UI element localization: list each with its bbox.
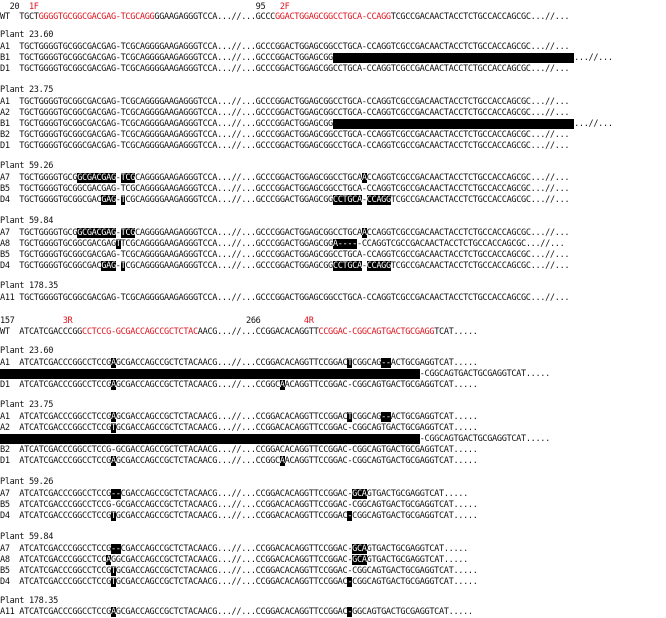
- sequence-row: [0, 327, 478, 338]
- sequence-row: [0, 250, 569, 261]
- sequence-text: ACAGGTTCCGGAC-CGGCAGTGACTGCGAGGTCAT.....: [284, 380, 478, 390]
- sequence-text: CGCAGGGGAAGAGGGTCCA...//...GCCCGGACTGGAGCGG: [125, 261, 333, 271]
- sequence-text: A1 ATCATCGACCCGGCCTCCG: [0, 358, 111, 368]
- highlighted-mutation: GCA: [352, 489, 367, 499]
- plant-heading: [0, 216, 53, 227]
- sequence-text: ACTGCGAGGTCAT.....: [390, 358, 478, 368]
- sequence-text: -CGGCAGTGACTGCGAGGTCAT.....: [419, 369, 550, 379]
- highlighted-mutation: T: [110, 577, 116, 587]
- sequence-text: CGACCAGCCGCTCTACAACG...//...CCGGACACAGGTTCCGGAC-: [120, 489, 353, 499]
- highlighted-mutation: GCA: [352, 544, 367, 554]
- sequence-row: [0, 261, 569, 272]
- plant-heading: [0, 400, 53, 411]
- highlighted-mutation: TCG: [120, 228, 136, 238]
- sequence-text: D1 TGCTGGGGTGCGGCGACGAG-TCGCAGGGGAAGAGGGTCCA...//...GCCCGGACTGGAGCGGCCTGCA-CCAGGTCGCCGACAACTACCTCTGCCACCAGCGC...//...: [0, 64, 570, 74]
- sequence-text: ...//...: [574, 53, 613, 63]
- highlighted-mutation: A: [106, 555, 111, 565]
- sequence-text: -: [361, 195, 367, 205]
- sequence-row: [0, 108, 569, 119]
- highlighted-mutation: [333, 53, 574, 63]
- sequence-text: TCGCCGACAACTACCTCTGCCACCAGCGC...//...: [390, 12, 570, 22]
- sequence-row: [0, 64, 569, 75]
- sequence-text: GCGACCAGCCGCTCTACAACG...//...CCGGACACAGGTTCCGGAC: [115, 577, 348, 587]
- sequence-text: A8 ATCATCGACCCGGCCTCC: [0, 555, 107, 565]
- sequence-text: A7 TGCTGGGGTGCG: [0, 173, 78, 183]
- sequence-row: [0, 456, 478, 467]
- primer-sequence: GGACTGGAGCGGCCTGCA-CCAGG: [274, 12, 391, 22]
- sequence-row: [0, 195, 569, 206]
- sequence-text: Plant 178.35: [0, 596, 58, 606]
- sequence-text: GCGACCAGCCGCTCTACAACG...//...CCGGC: [115, 456, 280, 466]
- highlighted-mutation: --: [381, 412, 391, 422]
- sequence-text: CGGCAG: [352, 412, 382, 422]
- highlighted-mutation: --: [381, 358, 391, 368]
- sequence-text: AACG...//...CCGGACACAGGTT: [197, 327, 319, 337]
- highlighted-mutation: T: [347, 358, 353, 368]
- highlighted-mutation: A----: [332, 239, 357, 249]
- plant-heading: [0, 30, 53, 41]
- sequence-text: CGGCAG: [352, 358, 382, 368]
- sequence-text: D4 TGCTGGGGTGCGGCGAC: [0, 195, 102, 205]
- highlighted-mutation: --: [110, 489, 121, 499]
- sequence-row: [0, 119, 613, 130]
- sequence-text: WT TGCT: [0, 12, 39, 22]
- sequence-text: D1 TGCTGGGGTGCGGCGACGAG-TCGCAGGGGAAGAGGGTCCA...//...GCCCGGACTGGAGCGGCCTGCA-CCAGGTCGCCGACAACTACCTCTGCCACCAGCGC...//...: [0, 141, 570, 151]
- highlighted-mutation: [0, 369, 420, 379]
- sequence-text: GCGACCAGCCGCTCTACAACG...//...CCGGACACAGGTTCCGGAC-CGGCAGTGACTGCGAGGTCAT.....: [115, 423, 478, 433]
- sequence-row: [0, 412, 478, 423]
- sequence-text: Plant 23.75: [0, 85, 54, 95]
- sequence-text: -CCAGGTCGCCGACAACTACCTCTGCCACCAGCGC...//...: [357, 239, 565, 249]
- highlighted-mutation: -: [347, 607, 353, 617]
- highlighted-mutation: T: [120, 261, 126, 271]
- sequence-text: ACAGGTTCCGGAC-CGGCAGTGACTGCGAGGTCAT.....: [284, 456, 478, 466]
- primer-sequence: 4R: [303, 316, 314, 326]
- sequence-text: TCGCAGGGGAAGAGGGTCCA...//...GCCCGGACTGGAGCGG: [120, 239, 333, 249]
- sequence-text: GGAAGAGGGTCCA...//...GCCC: [154, 12, 275, 22]
- sequence-text: GCGACCAGCCGCTCTACAACG...//...CCGGC: [115, 380, 280, 390]
- sequence-text: B5 TGCTGGGGTGCGGCGACGAG-TCGCAGGGGAAGAGGGTCCA...//...GCCCGGACTGGAGCGGCCTGCA-CCAGGTCGCCGACAACTACCTCTGCCACCAGCGC...//...: [0, 184, 570, 194]
- sequence-row: [0, 184, 569, 195]
- highlighted-mutation: CCTGCA: [332, 261, 362, 271]
- sequence-text: WT ATCATCGACCCGG: [0, 327, 83, 337]
- sequence-text: A1 TGCTGGGGTGCGGCGACGAG-TCGCAGGGGAAGAGGGTCCA...//...GCCCGGACTGGAGCGGCCTGCA-CCAGGTCGCCGACAACTACCTCTGCCACCAGCGC...//...: [0, 97, 570, 107]
- sequence-text: B5 ATCATCGACCCGGCCTCCG: [0, 566, 111, 576]
- sequence-text: Plant 23.60: [0, 30, 54, 40]
- sequence-row: [0, 434, 550, 445]
- sequence-text: -: [115, 261, 121, 271]
- highlighted-mutation: GCGACGAG: [77, 228, 116, 238]
- sequence-text: GTGACTGCGAGGTCAT.....: [366, 544, 468, 554]
- sequence-row: [0, 228, 569, 239]
- primer-sequence: CCGGAC-CGGCAGTGACTGCGAGG: [318, 327, 435, 337]
- highlighted-mutation: --: [110, 544, 121, 554]
- sequence-text: GCGACCAGCCGCTCTACAACG...//...CCGGACACAGGTTCCGGAC: [115, 511, 348, 521]
- sequence-text: CCAGGTCGCCGACAACTACCTCTGCCACCAGCGC...//...: [366, 173, 570, 183]
- sequence-row: [0, 500, 478, 511]
- plant-heading: [0, 596, 58, 607]
- sequence-row: [0, 173, 569, 184]
- sequence-text: GCGACCAGCCGCTCTACAACG...//...CCGGACACAGGTTCCGGAC-CGGCAGTGACTGCGAGGTCAT.....: [115, 566, 478, 576]
- highlighted-mutation: T: [110, 423, 116, 433]
- sequence-text: -: [115, 228, 121, 238]
- sequence-row: [0, 97, 569, 108]
- highlighted-mutation: GCGACGAG: [77, 173, 116, 183]
- sequence-row: [0, 607, 473, 618]
- sequence-text: CGACCAGCCGCTCTACAACG...//...CCGGACACAGGTTCCGGAC-: [120, 544, 353, 554]
- sequence-text: A1 ATCATCGACCCGGCCTCCG: [0, 412, 111, 422]
- sequence-row: [0, 380, 478, 391]
- highlighted-mutation: -: [347, 577, 353, 587]
- plant-heading: [0, 346, 53, 357]
- highlighted-mutation: TCG: [120, 173, 136, 183]
- highlighted-mutation: A: [110, 412, 116, 422]
- highlighted-mutation: A: [279, 456, 285, 466]
- sequence-row: [0, 293, 569, 304]
- sequence-text: GCGACCAGCCGCTCTACAACG...//...CCGGACACAGGTTCCGGAC: [115, 358, 348, 368]
- plant-heading: [0, 281, 58, 292]
- highlighted-mutation: CCTGCA: [332, 195, 362, 205]
- sequence-row: [0, 12, 569, 23]
- sequence-text: A8 TGCTGGGGTGCGGCGACGAG: [0, 239, 116, 249]
- sequence-row: [0, 141, 569, 152]
- sequence-text: 20: [0, 2, 29, 12]
- sequence-text: D1 ATCATCGACCCGGCCTCCG: [0, 380, 111, 390]
- sequence-text: B2 ATCATCGACCCGGCCTCCG-GCGACCAGCCGCTCTACAACG...//...CCGGACACAGGTTCCGGAC-CGGCAGTGACTGCGAGGTCAT.....: [0, 445, 478, 455]
- sequence-text: D4 TGCTGGGGTGCGGCGAC: [0, 261, 102, 271]
- position-ruler: [0, 316, 314, 327]
- sequence-text: GTGACTGCGAGGTCAT.....: [366, 555, 468, 565]
- sequence-row: [0, 555, 468, 566]
- sequence-text: A2 ATCATCGACCCGGCCTCCG: [0, 423, 111, 433]
- sequence-text: Plant 178.35: [0, 281, 58, 291]
- highlighted-mutation: A: [110, 607, 116, 617]
- primer-sequence: 2F: [279, 2, 290, 12]
- highlighted-mutation: T: [115, 239, 121, 249]
- sequence-text: A7 TGCTGGGGTGCG: [0, 228, 78, 238]
- highlighted-mutation: T: [120, 195, 126, 205]
- sequence-text: A7 ATCATCGACCCGGCCTCCG: [0, 489, 111, 499]
- sequence-row: [0, 42, 569, 53]
- sequence-row: [0, 423, 478, 434]
- sequence-text: GCGACCAGCCGCTCTACAACG...//...CCGGACACAGGTTCCGGAC: [115, 412, 348, 422]
- sequence-text: A11 TGCTGGGGTGCGGCGACGAG-TCGCAGGGGAAGAGGGTCCA...//...GCCCGGACTGGAGCGGCCTGCA-CCAGGTCGCCGACAACTACCTCTGCCACCAGCGC...//...: [0, 293, 570, 303]
- sequence-text: Plant 59.26: [0, 477, 54, 487]
- primer-sequence: CCTCCG-GCGACCAGCCGCTCTAC: [82, 327, 198, 337]
- sequence-row: [0, 239, 564, 250]
- sequence-text: -: [361, 261, 367, 271]
- sequence-text: TCAT.....: [434, 327, 478, 337]
- sequence-text: GGCGACCAGCCGCTCTACAACG...//...CCGGACACAGGTTCCGGAC-: [110, 555, 353, 565]
- sequence-text: CGGCAGTGACTGCGAGGTCAT.....: [352, 577, 478, 587]
- highlighted-mutation: T: [347, 412, 353, 422]
- sequence-text: B1 TGCTGGGGTGCGGCGACGAG-TCGCAGGGGAAGAGGGTCCA...//...GCCCGGACTGGAGCGG: [0, 119, 333, 129]
- sequence-text: GCGACCAGCCGCTCTACAACG...//...CCGGACACAGGTTCCGGAC: [115, 607, 348, 617]
- highlighted-mutation: A: [361, 228, 367, 238]
- highlighted-mutation: A: [110, 358, 116, 368]
- highlighted-mutation: T: [110, 511, 116, 521]
- sequence-text: B5 ATCATCGACCCGGCCTCCG-GCGACCAGCCGCTCTACAACG...//...CCGGACACAGGTTCCGGAC-CGGCAGTGACTGCGAGGTCAT.....: [0, 500, 478, 510]
- sequence-text: Plant 59.84: [0, 532, 54, 542]
- plant-heading: [0, 85, 53, 96]
- sequence-text: D4 ATCATCGACCCGGCCTCCG: [0, 511, 111, 521]
- highlighted-mutation: T: [110, 566, 116, 576]
- sequence-text: 266: [72, 316, 304, 326]
- plant-heading: [0, 477, 53, 488]
- sequence-text: -: [115, 195, 121, 205]
- plant-heading: [0, 161, 53, 172]
- sequence-text: B2 TGCTGGGGTGCGGCGACGAG-TCGCAGGGGAAGAGGGTCCA...//...GCCCGGACTGGAGCGGCCTGCA-CCAGGTCGCCGACAACTACCTCTGCCACCAGCGC...//...: [0, 130, 570, 140]
- sequence-text: B1 TGCTGGGGTGCGGCGACGAG-TCGCAGGGGAAGAGGGTCCA...//...GCCCGGACTGGAGCGG: [0, 53, 333, 63]
- sequence-text: Plant 59.84: [0, 216, 54, 226]
- sequence-text: GGCAGTGACTGCGAGGTCAT.....: [352, 607, 473, 617]
- sequence-row: [0, 566, 478, 577]
- highlighted-mutation: CCAGG: [366, 261, 391, 271]
- sequence-text: TCGCCGACAACTACCTCTGCCACCAGCGC...//...: [390, 195, 570, 205]
- sequence-text: 157: [0, 316, 63, 326]
- primer-sequence: 3R: [62, 316, 73, 326]
- sequence-text: -CGGCAGTGACTGCGAGGTCAT.....: [419, 434, 550, 444]
- sequence-row: [0, 369, 550, 380]
- sequence-text: GTGACTGCGAGGTCAT.....: [366, 489, 468, 499]
- sequence-text: Plant 59.26: [0, 161, 54, 171]
- highlighted-mutation: A: [110, 456, 116, 466]
- sequence-text: A11 ATCATCGACCCGGCCTCCG: [0, 607, 111, 617]
- primer-sequence: 1F: [28, 2, 39, 12]
- sequence-text: CGCAGGGGAAGAGGGTCCA...//...GCCCGGACTGGAGCGG: [125, 195, 333, 205]
- sequence-text: 95: [38, 2, 280, 12]
- plant-heading: [0, 532, 53, 543]
- sequence-row: [0, 358, 478, 369]
- sequence-text: Plant 23.75: [0, 400, 54, 410]
- sequence-text: A2 TGCTGGGGTGCGGCGACGAG-TCGCAGGGGAAGAGGGTCCA...//...GCCCGGACTGGAGCGGCCTGCA-CCAGGTCGCCGACAACTACCTCTGCCACCAGCGC...//...: [0, 108, 570, 118]
- sequence-text: D1 ATCATCGACCCGGCCTCCG: [0, 456, 111, 466]
- sequence-text: ...//...: [574, 119, 613, 129]
- sequence-row: [0, 489, 468, 500]
- sequence-text: ACTGCGAGGTCAT.....: [390, 412, 478, 422]
- sequence-text: B5 TGCTGGGGTGCGGCGACGAG-TCGCAGGGGAAGAGGGTCCA...//...GCCCGGACTGGAGCGGCCTGCA-CCAGGTCGCCGACAACTACCTCTGCCACCAGCGC...//...: [0, 250, 570, 260]
- sequence-row: [0, 130, 569, 141]
- highlighted-mutation: A: [110, 380, 116, 390]
- sequence-row: [0, 544, 468, 555]
- sequence-text: CCAGGTCGCCGACAACTACCTCTGCCACCAGCGC...//...: [366, 228, 570, 238]
- sequence-row: [0, 511, 478, 522]
- sequence-row: [0, 53, 613, 64]
- highlighted-mutation: -: [347, 511, 353, 521]
- highlighted-mutation: GAG: [101, 261, 116, 271]
- highlighted-mutation: GAG: [101, 195, 116, 205]
- sequence-text: CGGCAGTGACTGCGAGGTCAT.....: [352, 511, 478, 521]
- highlighted-mutation: [333, 119, 574, 129]
- highlighted-mutation: CCAGG: [366, 195, 391, 205]
- sequence-text: D4 ATCATCGACCCGGCCTCCG: [0, 577, 111, 587]
- highlighted-mutation: A: [361, 173, 367, 183]
- sequence-text: A1 TGCTGGGGTGCGGCGACGAG-TCGCAGGGGAAGAGGGTCCA...//...GCCCGGACTGGAGCGGCCTGCA-CCAGGTCGCCGACAACTACCTCTGCCACCAGCGC...//...: [0, 42, 570, 52]
- sequence-text: CAGGGGAAGAGGGTCCA...//...GCCCGGACTGGAGCGGCCTGCA: [135, 173, 362, 183]
- sequence-text: -: [115, 173, 121, 183]
- highlighted-mutation: A: [279, 380, 285, 390]
- sequence-text: TCGCCGACAACTACCTCTGCCACCAGCGC...//...: [390, 261, 570, 271]
- highlighted-mutation: GCA: [352, 555, 367, 565]
- sequence-row: [0, 577, 478, 588]
- sequence-row: [0, 445, 478, 456]
- primer-sequence: GGGGTGCGGCGACGAG-TCGCAGG: [38, 12, 155, 22]
- sequence-text: CAGGGGAAGAGGGTCCA...//...GCCCGGACTGGAGCGGCCTGCA: [135, 228, 362, 238]
- sequence-text: Plant 23.60: [0, 346, 54, 356]
- highlighted-mutation: [0, 434, 420, 444]
- sequence-text: A7 ATCATCGACCCGGCCTCCG: [0, 544, 111, 554]
